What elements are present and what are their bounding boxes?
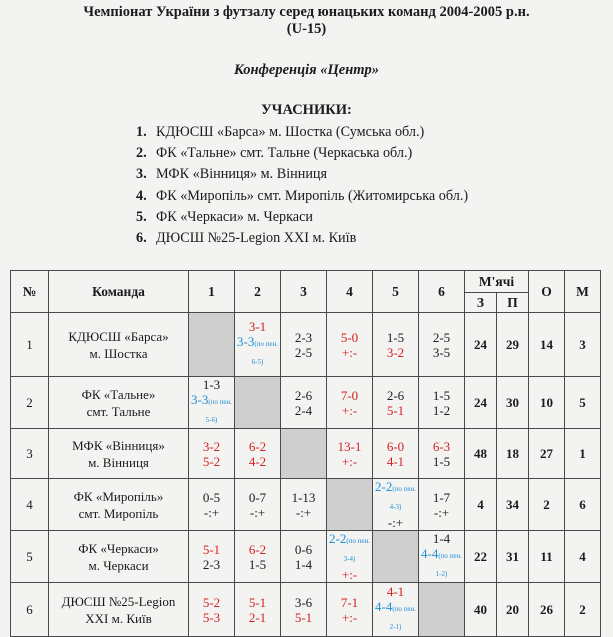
score-cell [281, 377, 327, 429]
participant-item [136, 122, 468, 143]
participant-item [136, 207, 468, 228]
score-cell [419, 377, 465, 429]
participants-heading: УЧАСНИКИ: [261, 102, 352, 118]
col-header-2: 2 [235, 271, 281, 313]
score-cell [419, 479, 465, 531]
place: 2 [565, 583, 601, 637]
score-second: 4-1 [386, 453, 405, 469]
team-name: ФК «Миропіль» [73, 488, 164, 504]
score-cell [281, 479, 327, 531]
score-second: 1-4 [294, 556, 313, 572]
team-name: КДЮСШ «Барса» [68, 328, 169, 344]
score-first: 0-6 [294, 541, 313, 557]
place: 1 [565, 429, 601, 479]
score-cell [419, 429, 465, 479]
row-number: 4 [11, 479, 49, 531]
col-header-team: Команда [49, 271, 189, 313]
participant-number: 4. [136, 187, 147, 204]
score-second: 1-5 [432, 453, 451, 469]
score-first: 7-1 [340, 594, 359, 610]
score-cell [373, 583, 419, 637]
score-first: 6-3 [432, 438, 451, 454]
score-first: 1-7 [432, 489, 451, 505]
goals-conceded: 34 [497, 479, 529, 531]
penalty-note: (по пен. 1-2) [435, 552, 463, 578]
place: 4 [565, 531, 601, 583]
participant-number: 2. [136, 145, 147, 162]
place: 6 [565, 479, 601, 531]
table-row [11, 531, 601, 583]
score-second: 3-3(по пен. 6-5) [236, 334, 279, 366]
row-number: 3 [11, 429, 49, 479]
team-city: м. Шостка [89, 345, 148, 361]
score-second: 4-2 [248, 453, 267, 469]
score-cell [235, 313, 281, 377]
score-first: 3-1 [248, 319, 267, 334]
score-first: 5-1 [248, 594, 267, 610]
table-row [11, 377, 601, 429]
col-header-3: 3 [281, 271, 327, 313]
score-first: 6-2 [248, 438, 267, 454]
self-cell [281, 429, 327, 479]
participants-list [136, 122, 468, 249]
score-first: 2-6 [294, 387, 313, 403]
score-second: 2-1 [248, 609, 267, 625]
score-cell [327, 531, 373, 583]
score-second: 2-3 [202, 556, 221, 572]
team-cell [49, 479, 189, 531]
score-first: 0-5 [202, 489, 221, 505]
points: 14 [529, 313, 565, 377]
score-second: 5-2 [202, 453, 221, 469]
row-number: 2 [11, 377, 49, 429]
score-first: 6-2 [248, 541, 267, 557]
score-second: +:- [341, 402, 358, 418]
score-second: -:+ [249, 504, 266, 520]
participant-item [136, 186, 468, 207]
team-city: смт. Миропіль [78, 505, 159, 521]
goals-conceded: 31 [497, 531, 529, 583]
goals-scored: 40 [465, 583, 497, 637]
score-first: 0-7 [248, 489, 267, 505]
score-first: 5-1 [202, 541, 221, 557]
participant-number: 6. [136, 229, 147, 246]
score-second: -:+ [433, 504, 450, 520]
score-cell [281, 531, 327, 583]
title-line-1: Чемпіонат України з футзалу серед юнацьких команд 2004-2005 р.н. [83, 4, 530, 20]
team-name: ДЮСШ №25-Legion [61, 593, 176, 609]
score-cell [373, 479, 419, 531]
participant-item [136, 143, 468, 164]
header-row [11, 271, 601, 293]
score-cell [327, 583, 373, 637]
score-second: 5-1 [386, 402, 405, 418]
participant-name: ФК «Черкаси» м. Черкаси [156, 208, 313, 225]
col-header-1: 1 [189, 271, 235, 313]
score-cell [235, 479, 281, 531]
points: 26 [529, 583, 565, 637]
score-first: 2-6 [386, 387, 405, 403]
standings-table [10, 270, 601, 637]
team-city: XXI м. Київ [85, 610, 152, 626]
row-number: 6 [11, 583, 49, 637]
score-cell [235, 429, 281, 479]
score-cell [189, 531, 235, 583]
points: 27 [529, 429, 565, 479]
points: 11 [529, 531, 565, 583]
participant-name: ДЮСШ №25-Legion XXI м. Київ [156, 229, 357, 246]
participant-item [136, 228, 468, 249]
score-first: 5-0 [340, 329, 359, 345]
points: 10 [529, 377, 565, 429]
team-cell [49, 531, 189, 583]
score-second: 4-4(по пен. 1-2) [420, 546, 463, 578]
table-row [11, 429, 601, 479]
score-first: 1-4 [432, 531, 451, 546]
goals-conceded: 18 [497, 429, 529, 479]
team-city: смт. Тальне [86, 403, 151, 419]
score-first: 7-0 [340, 387, 359, 403]
score-second: 2-5 [294, 344, 313, 360]
team-cell [49, 377, 189, 429]
penalty-note: (по пен. 6-5) [251, 340, 279, 366]
score-first: 3-6 [294, 594, 313, 610]
goals-scored: 24 [465, 313, 497, 377]
score-second: +:- [341, 344, 358, 360]
score-cell [189, 583, 235, 637]
score-first: 13-1 [337, 438, 362, 454]
goals-scored: 4 [465, 479, 497, 531]
score-cell [373, 429, 419, 479]
participant-number: 3. [136, 166, 147, 183]
score-second: +:- [341, 609, 358, 625]
self-cell [327, 479, 373, 531]
table-row [11, 313, 601, 377]
col-header-6: 6 [419, 271, 465, 313]
self-cell [189, 313, 235, 377]
col-header-points: О [529, 271, 565, 313]
penalty-note: (по пен. 5-6) [205, 398, 233, 424]
place: 3 [565, 313, 601, 377]
score-cell [235, 531, 281, 583]
score-second: 3-5 [432, 344, 451, 360]
score-second: -:+ [295, 504, 312, 520]
score-cell [373, 313, 419, 377]
score-cell [235, 583, 281, 637]
table-row [11, 583, 601, 637]
team-name: МФК «Вінниця» [72, 437, 165, 453]
score-first: 2-5 [432, 329, 451, 345]
team-cell [49, 429, 189, 479]
score-cell [419, 531, 465, 583]
col-header-conceded: П [497, 293, 529, 313]
score-cell [189, 429, 235, 479]
score-first: 5-2 [202, 594, 221, 610]
score-cell [419, 313, 465, 377]
table-row [11, 479, 601, 531]
row-number: 5 [11, 531, 49, 583]
score-second: 1-2 [432, 402, 451, 418]
col-header-scored: З [465, 293, 497, 313]
score-first: 2-2(по пен. 3-4) [328, 531, 371, 563]
score-first: 1-13 [291, 489, 316, 505]
place: 5 [565, 377, 601, 429]
score-cell [373, 377, 419, 429]
points: 2 [529, 479, 565, 531]
score-second: -:+ [387, 515, 404, 530]
score-first: 3-2 [202, 438, 221, 454]
score-first: 1-5 [386, 329, 405, 345]
score-cell [327, 377, 373, 429]
self-cell [419, 583, 465, 637]
score-second: 3-2 [386, 344, 405, 360]
team-city: м. Черкаси [88, 557, 149, 573]
score-second: 1-5 [248, 556, 267, 572]
score-cell [327, 313, 373, 377]
score-first: 6-0 [386, 438, 405, 454]
penalty-note: (по пен. 3-4) [343, 537, 371, 563]
team-name: ФК «Тальне» [81, 386, 156, 402]
score-cell [189, 479, 235, 531]
score-second: 4-4(по пен. 2-1) [374, 599, 417, 631]
team-cell [49, 583, 189, 637]
document-title [0, 4, 613, 38]
score-cell [189, 377, 235, 429]
participant-name: МФК «Вінниця» м. Вінниця [156, 166, 328, 183]
self-cell [235, 377, 281, 429]
team-city: м. Вінниця [88, 454, 149, 470]
team-name: ФК «Черкаси» [78, 540, 159, 556]
score-second: 3-3(по пен. 5-6) [190, 392, 233, 424]
score-first: 2-2(по пен. 4-3) [374, 479, 417, 511]
conference-title: Конференція «Центр» [233, 62, 380, 78]
score-second: -:+ [203, 504, 220, 520]
score-cell [281, 313, 327, 377]
goals-scored: 22 [465, 531, 497, 583]
score-second: +:- [341, 453, 358, 469]
participant-name: ФК «Миропіль» смт. Миропіль (Житомирська обл.) [156, 187, 469, 204]
participant-number: 1. [136, 124, 147, 140]
score-cell [281, 583, 327, 637]
score-first: 4-1 [386, 584, 405, 599]
goals-conceded: 29 [497, 313, 529, 377]
goals-conceded: 20 [497, 583, 529, 637]
penalty-note: (по пен. 2-1) [389, 605, 417, 631]
participant-name: КДЮСШ «Барса» м. Шостка (Сумська обл.) [156, 124, 425, 140]
title-line-2: (U-15) [286, 21, 327, 37]
score-second: 2-4 [294, 402, 313, 418]
score-second: +:- [341, 567, 358, 582]
score-first: 1-5 [432, 387, 451, 403]
goals-conceded: 30 [497, 377, 529, 429]
self-cell [373, 531, 419, 583]
col-header-goals: М'ячі [465, 271, 529, 293]
score-first: 1-3 [202, 377, 221, 392]
col-header-4: 4 [327, 271, 373, 313]
team-cell [49, 313, 189, 377]
goals-scored: 48 [465, 429, 497, 479]
penalty-note: (по пен. 4-3) [389, 485, 417, 511]
row-number: 1 [11, 313, 49, 377]
col-header-place: М [565, 271, 601, 313]
score-first: 2-3 [294, 329, 313, 345]
participant-number: 5. [136, 208, 147, 225]
score-second: 5-3 [202, 609, 221, 625]
goals-scored: 24 [465, 377, 497, 429]
col-header-5: 5 [373, 271, 419, 313]
score-cell [327, 429, 373, 479]
participant-name: ФК «Тальне» смт. Тальне (Черкаська обл.) [156, 145, 413, 162]
col-header-num: № [11, 271, 49, 313]
score-second: 5-1 [294, 609, 313, 625]
participant-item [136, 164, 468, 185]
